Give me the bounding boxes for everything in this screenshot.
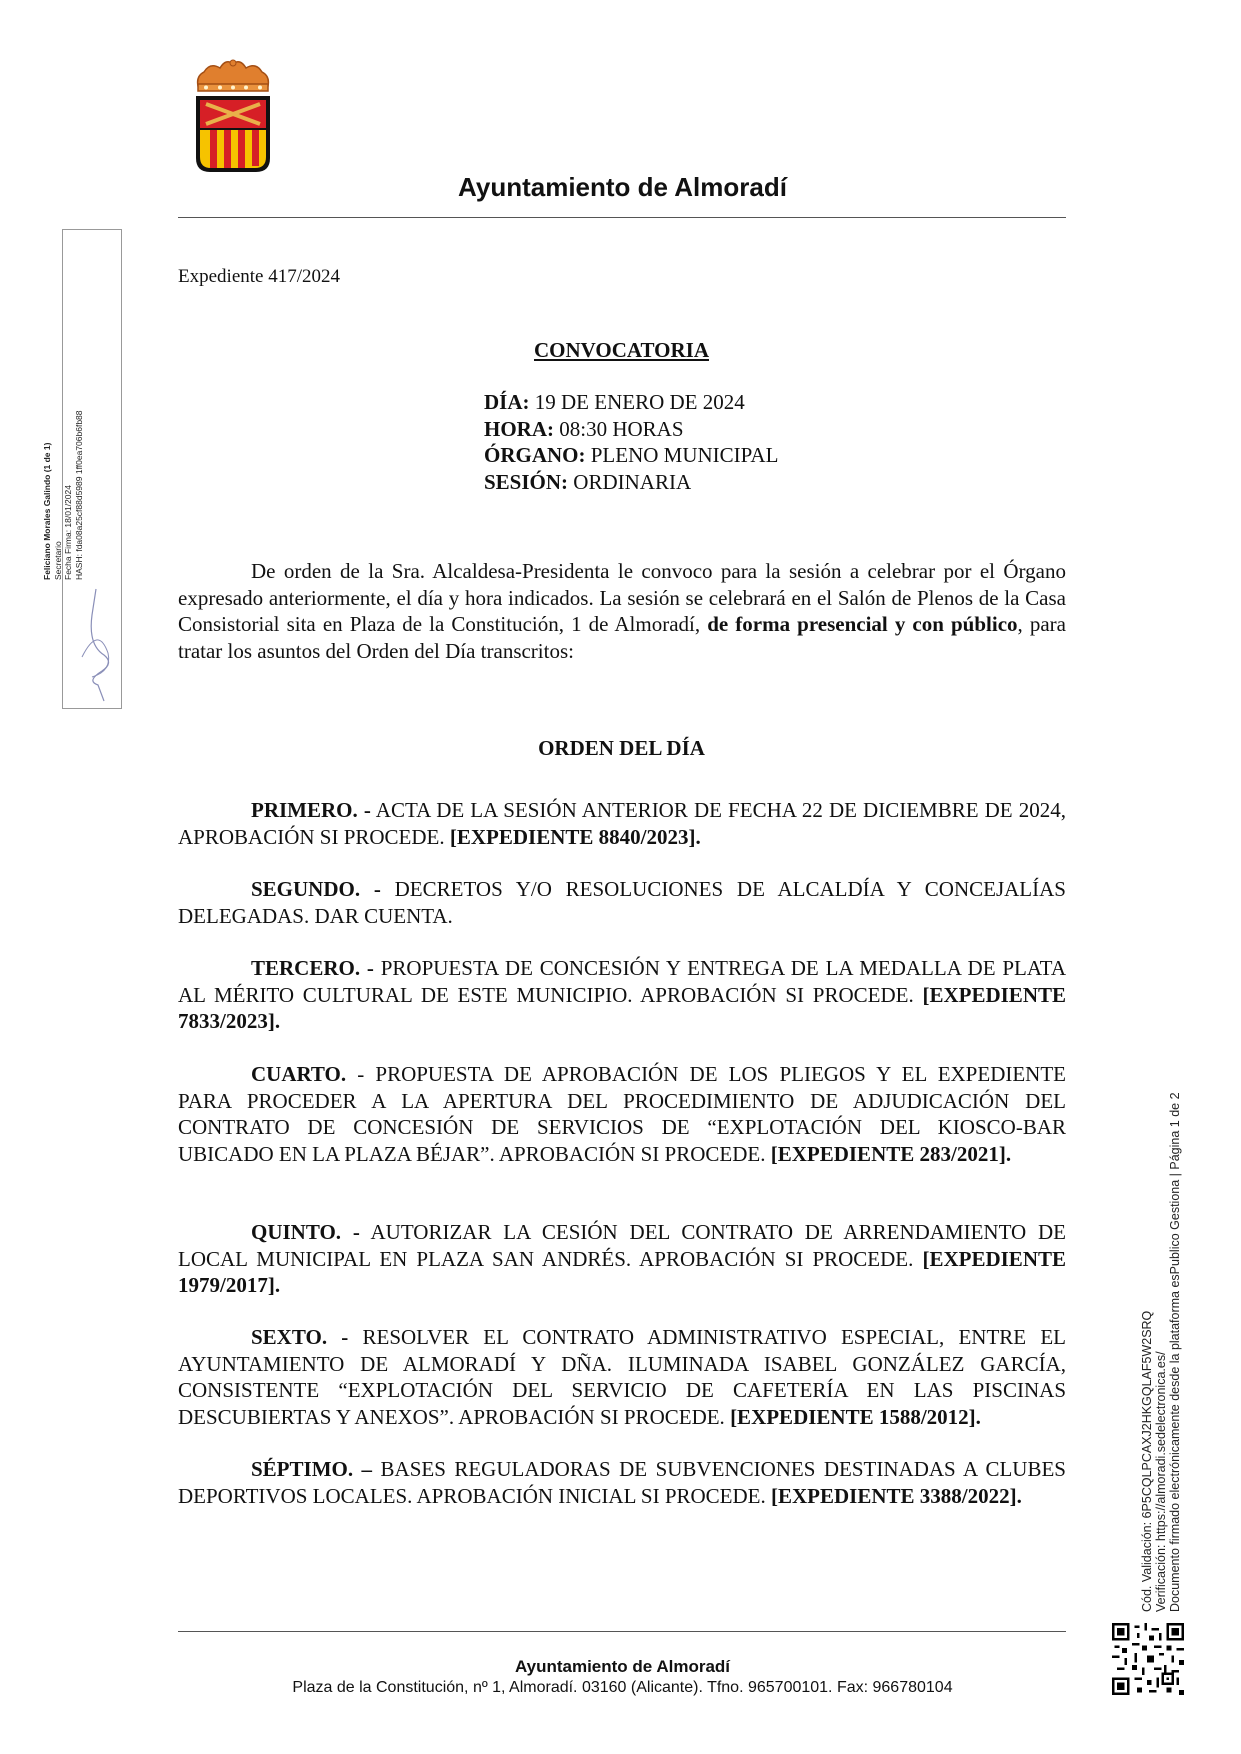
signer-name: Feliciano Morales Galindo (1 de 1)	[42, 442, 52, 580]
agenda-item: TERCERO. - PROPUESTA DE CONCESIÓN Y ENTREGA DE LA MEDALLA DE PLATA AL MÉRITO CULTURAL DE ESTE MUNICIPIO. APROBACIÓN SI PROCEDE. [EXPEDIENTE 7833/2023].	[178, 956, 1066, 1033]
agenda-title: ORDEN DEL DÍA	[538, 736, 705, 760]
agenda-item: SÉPTIMO. – BASES REGULADORAS DE SUBVENCIONES DESTINADAS A CLUBES DEPORTIVOS LOCALES. APROBACIÓN INICIAL SI PROCEDE. [EXPEDIENTE 3388/2022].	[178, 1457, 1066, 1508]
session-details	[484, 389, 778, 495]
intro-paragraph: De orden de la Sra. Alcaldesa-Presidenta le convoco para la sesión a celebrar por el Órgano expresado anteriormente, el día y hora indicados. La sesión se celebrará en el Salón de Plenos de la Casa Consistorial sita en Plaza de la Constitución, 1 de Almoradí, de forma presencial y con público, para tratar los asuntos del Orden del Día transcritos:	[178, 559, 1066, 663]
agenda-item: QUINTO. - AUTORIZAR LA CESIÓN DEL CONTRATO DE ARRENDAMIENTO DE LOCAL MUNICIPAL EN PLAZA SAN ANDRÉS. APROBACIÓN SI PROCEDE. [EXPEDIENTE 1979/2017].	[178, 1220, 1067, 1297]
verification-url[interactable]: Verificación: https://almoradi.sedelectronica.es/	[1154, 1351, 1168, 1612]
header-title: Ayuntamiento de Almoradí	[458, 172, 787, 202]
handwritten-signature-icon	[74, 585, 120, 703]
expediente-number: Expediente 417/2024	[178, 266, 340, 287]
detail-hora: HORA: 08:30 HORAS	[484, 416, 684, 441]
header-divider	[178, 217, 1066, 218]
signature-hash: HASH: fda08a25cf88d5989 1ff0ea706b6fb88	[73, 410, 84, 580]
coat-of-arms-icon	[192, 58, 274, 174]
footer-org-name: Ayuntamiento de Almoradí	[514, 1657, 731, 1676]
agenda-item: SEXTO. - RESOLVER EL CONTRATO ADMINISTRATIVO ESPECIAL, ENTRE EL AYUNTAMIENTO DE ALMORADÍ Y DÑA. ILUMINADA ISABEL GONZÁLEZ GARCÍA, CONSISTENTE “EXPLOTACIÓN DEL SERVICIO DE CAFETERÍA EN LAS PISCINAS DESCUBIERTAS Y ANEXOS”. APROBACIÓN SI PROCEDE. [EXPEDIENTE 1588/2012].	[178, 1325, 1066, 1429]
footer-divider	[178, 1631, 1066, 1632]
agenda-item: CUARTO. - PROPUESTA DE APROBACIÓN DE LOS PLIEGOS Y EL EXPEDIENTE PARA PROCEDER A LA APERTURA DEL PROCEDIMIENTO DE ADJUDICACIÓN DEL CONTRATO DE CONCESIÓN DE SERVICIOS DE “EXPLOTACIÓN DEL KIOSCO-BAR UBICADO EN LA PLAZA BÉJAR”. APROBACIÓN SI PROCEDE. [EXPEDIENTE 283/2021].	[178, 1062, 1066, 1166]
detail-sesion: SESIÓN: ORDINARIA	[484, 469, 692, 494]
agenda-item: SEGUNDO. - DECRETOS Y/O RESOLUCIONES DE ALCALDÍA Y CONCEJALÍAS DELEGADAS. DAR CUENTA.	[178, 877, 1066, 928]
signer-role: Secretario	[52, 541, 63, 580]
agenda-item: PRIMERO. - ACTA DE LA SESIÓN ANTERIOR DE FECHA 22 DE DICIEMBRE DE 2024, APROBACIÓN SI PROCEDE. [EXPEDIENTE 8840/2023].	[178, 798, 1066, 849]
qr-code-icon	[1112, 1623, 1184, 1695]
document-title: CONVOCATORIA	[534, 338, 709, 362]
detail-dia: DÍA: 19 DE ENERO DE 2024	[484, 390, 745, 414]
signature-text	[42, 380, 84, 580]
footer-address: Plaza de la Constitución, nº 1, Almoradí. 03160 (Alicante). Tfno. 965700101. Fax: 966780104	[292, 1679, 953, 1696]
signature-date: Fecha Firma: 18/01/2024	[63, 485, 73, 580]
verification-text	[1140, 1092, 1182, 1612]
detail-organo: ÓRGANO: PLENO MUNICIPAL	[484, 443, 779, 467]
validation-code: Cód. Validación: 6P5CQLPCAXJ2HKGQLAF5W2SRQ	[1140, 1310, 1154, 1612]
signature-platform-note: Documento firmado electrónicamente desde la plataforma esPublico Gestiona | Página 1 de 2	[1168, 1092, 1182, 1612]
